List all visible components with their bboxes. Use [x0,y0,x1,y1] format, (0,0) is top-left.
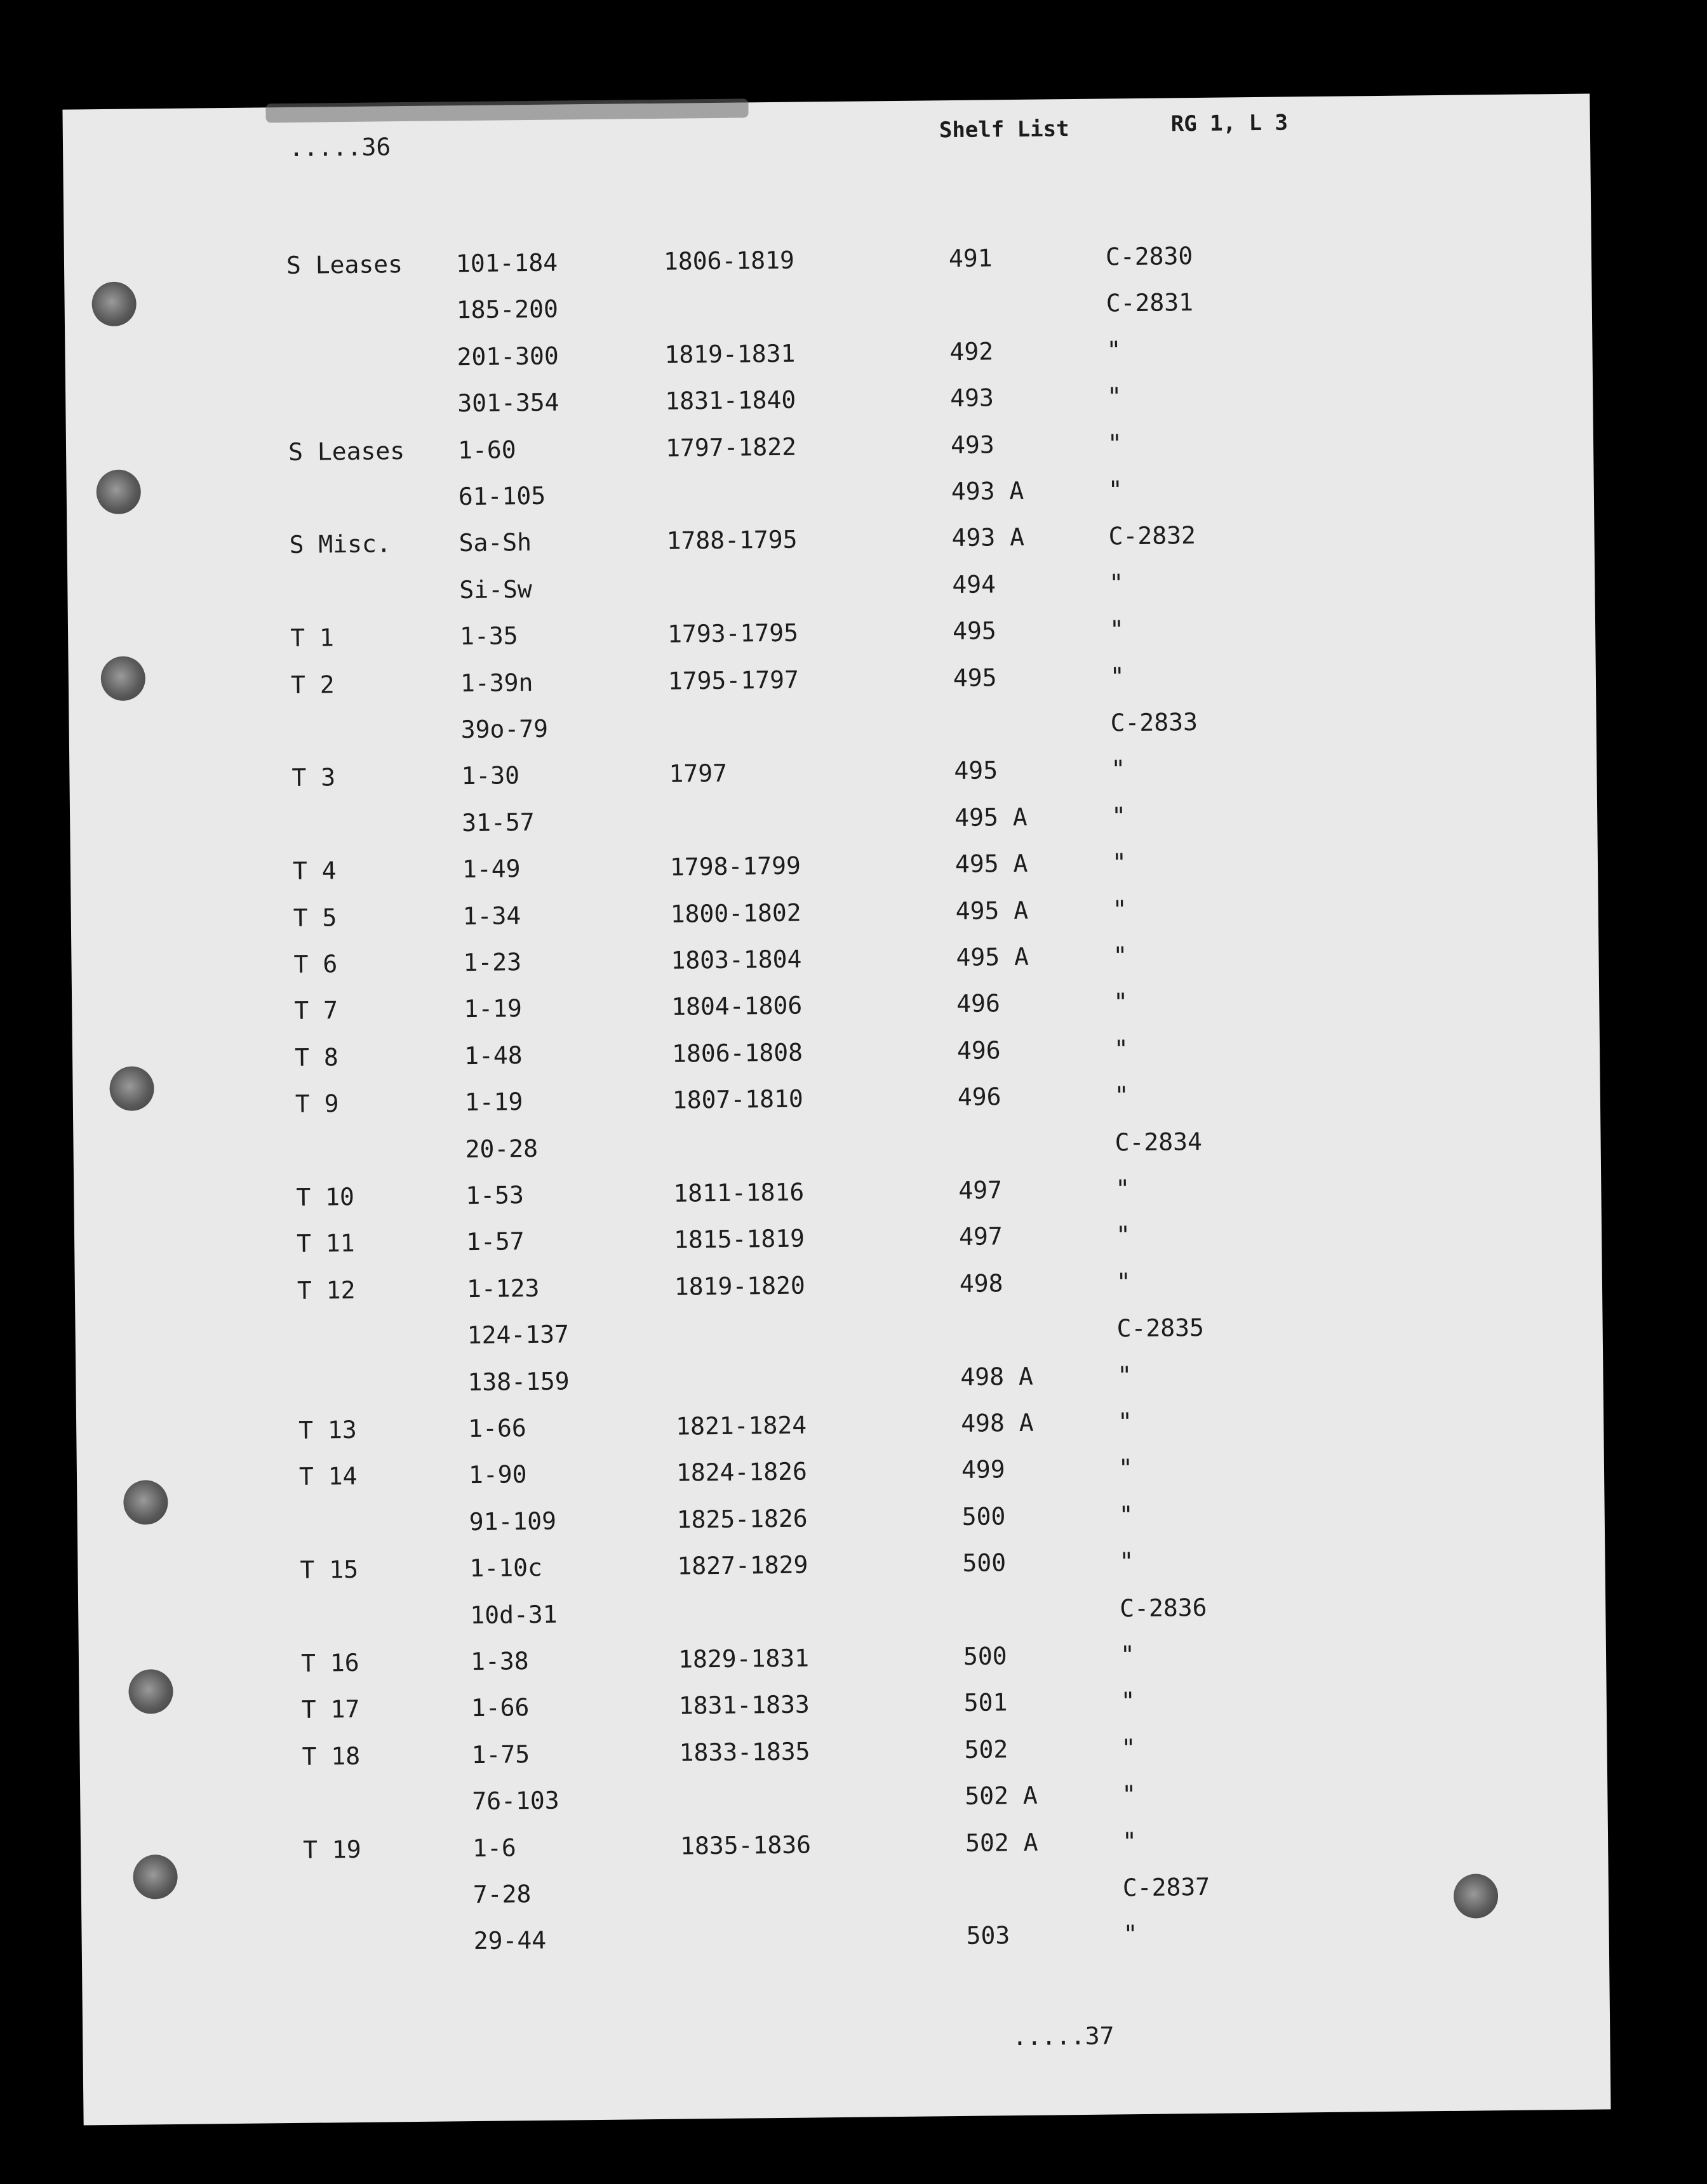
series-cell: T 10 [296,1182,355,1211]
container-code-cell: " [1117,1361,1132,1390]
box-number-cell: 499 [961,1455,1005,1484]
container-code-cell: " [1115,1221,1131,1249]
item-range-cell: 1-60 [457,436,516,465]
previous-page-reference: .....36 [288,133,391,162]
date-range-cell: 1831-1833 [678,1690,810,1720]
item-range-cell: 1-19 [464,1088,523,1117]
container-code-cell: " [1109,662,1125,691]
item-range-cell: 1-30 [461,761,520,790]
item-range-cell: 1-49 [462,855,521,884]
container-code-cell: " [1111,755,1126,783]
item-range-cell: 31-57 [462,808,535,837]
item-range-cell: 1-90 [468,1460,527,1489]
series-cell: T 6 [293,950,338,978]
container-code-cell: C-2835 [1116,1313,1205,1343]
item-range-cell: 101-184 [455,248,558,278]
series-cell: T 9 [295,1089,339,1118]
box-number-cell: 497 [958,1222,1003,1251]
box-number-cell: 498 A [960,1362,1034,1391]
container-code-cell: " [1107,429,1123,458]
item-range-cell: 138-159 [467,1367,570,1397]
container-code-cell: " [1118,1501,1134,1529]
box-number-cell: 493 [950,383,994,413]
date-range-cell: 1815-1819 [673,1224,805,1254]
item-range-cell: 7-28 [472,1880,532,1909]
date-range-cell: 1807-1810 [672,1084,803,1114]
box-number-cell: 498 A [960,1408,1034,1437]
box-number-cell: 500 [963,1642,1007,1670]
item-range-cell: 20-28 [465,1134,539,1164]
box-number-cell: 492 [949,337,994,366]
punch-hole-1 [91,281,137,326]
date-range-cell: 1806-1808 [671,1038,803,1068]
date-range-cell: 1793-1795 [667,618,799,648]
container-code-cell: " [1111,802,1127,830]
series-cell: T 18 [302,1741,361,1771]
item-range-cell: 1-34 [462,902,521,931]
date-range-cell: 1819-1831 [664,339,796,369]
series-cell: T 14 [298,1462,358,1491]
date-range-cell: 1831-1840 [665,385,796,415]
date-range-cell: 1800-1802 [670,898,801,928]
record-group-label: RG 1, L 3 [1170,110,1289,137]
page-title: Shelf List [939,116,1069,143]
item-range-cell: 39o-79 [460,714,549,744]
container-code-cell: C-2831 [1106,288,1194,317]
box-number-cell: 496 [957,1082,1001,1112]
series-cell: T 19 [302,1835,361,1864]
box-number-cell: 501 [963,1688,1008,1717]
container-code-cell: " [1117,1408,1133,1436]
series-cell: T 12 [297,1275,356,1305]
box-number-cell: 496 [956,989,1001,1018]
item-range-cell: 1-10c [469,1553,543,1583]
box-number-cell: 496 [956,1036,1001,1065]
series-cell: T 11 [296,1228,355,1258]
date-range-cell: 1833-1835 [679,1737,810,1767]
date-range-cell: 1825-1826 [676,1504,808,1534]
date-range-cell: 1797-1822 [665,432,797,462]
punch-hole-8 [1454,1874,1499,1919]
date-range-cell: 1795-1797 [667,665,800,695]
punch-hole-6 [128,1669,173,1714]
series-cell: T 2 [290,670,335,699]
box-number-cell: 495 A [954,849,1028,879]
series-cell: T 4 [292,856,337,885]
date-range-cell: 1803-1804 [671,945,802,975]
punch-hole-7 [133,1854,178,1900]
date-range-cell: 1821-1824 [675,1411,807,1441]
date-range-cell: 1804-1806 [671,991,803,1021]
box-number-cell: 493 A [951,476,1024,506]
container-code-cell: C-2834 [1115,1127,1203,1157]
container-code-cell: C-2830 [1105,242,1193,271]
item-range-cell: 91-109 [469,1507,557,1536]
item-range-cell: 1-123 [466,1274,540,1303]
box-number-cell: 495 A [955,896,1029,926]
date-range-cell: 1827-1829 [677,1550,808,1580]
container-code-cell: " [1111,848,1127,877]
item-range-cell: 1-57 [465,1227,525,1256]
document-page [62,93,1610,2125]
container-code-cell: " [1120,1687,1135,1715]
box-number-cell: 495 A [954,802,1028,832]
box-number-cell: 500 [962,1548,1007,1577]
punch-hole-4 [109,1066,154,1111]
box-number-cell: 495 [954,756,998,785]
box-number-cell: 491 [948,244,993,273]
item-range-cell: 1-6 [472,1834,517,1863]
series-cell: T 3 [291,763,336,792]
series-cell: T 7 [294,996,338,1025]
container-code-cell: C-2837 [1122,1872,1210,1902]
item-range-cell: 1-48 [464,1041,523,1070]
box-number-cell: 497 [958,1176,1003,1204]
punch-hole-3 [100,656,145,701]
item-range-cell: 1-53 [465,1181,525,1210]
item-range-cell: 185-200 [456,295,559,324]
container-code-cell: " [1120,1641,1135,1669]
container-code-cell: " [1113,942,1128,970]
container-code-cell: " [1109,569,1124,597]
item-range-cell: 10d-31 [470,1600,558,1630]
box-number-cell: 498 [959,1269,1003,1298]
container-code-cell: " [1121,1734,1136,1762]
box-number-cell: 503 [966,1921,1010,1950]
item-range-cell: 1-39n [460,668,533,698]
item-range-cell: 1-75 [471,1740,530,1769]
container-code-cell: " [1116,1268,1131,1296]
container-code-cell: " [1107,382,1122,411]
item-range-cell: 76-103 [472,1786,559,1816]
container-code-cell: C-2836 [1120,1593,1207,1623]
date-range-cell: 1811-1816 [673,1178,805,1208]
container-code-cell: " [1113,1035,1129,1063]
container-code-cell: " [1113,988,1128,1016]
container-code-cell: " [1119,1547,1134,1576]
punch-hole-2 [96,469,141,514]
series-cell: T 15 [300,1555,359,1584]
box-number-cell: 495 [953,663,997,693]
series-cell: S Leases [288,437,405,466]
container-code-cell: " [1112,895,1127,924]
series-cell: T 13 [298,1415,357,1444]
date-range-cell: 1829-1831 [678,1644,810,1674]
date-range-cell: 1835-1836 [679,1830,812,1860]
series-cell: T 1 [290,623,335,652]
series-cell: S Misc. [289,529,392,559]
item-range-cell: 1-19 [464,994,523,1023]
item-range-cell: 61-105 [458,481,546,511]
container-code-cell: C-2832 [1108,521,1196,550]
date-range-cell: 1806-1819 [663,246,795,276]
item-range-cell: 1-38 [470,1647,529,1676]
container-code-cell: " [1106,336,1121,364]
container-code-cell: " [1108,476,1123,504]
series-cell: T 5 [293,903,337,932]
box-number-cell: 502 [964,1735,1008,1764]
date-range-cell: 1797 [669,759,728,788]
item-range-cell: 1-66 [471,1693,530,1722]
item-range-cell: 1-23 [463,948,522,977]
date-range-cell: 1798-1799 [669,851,801,881]
item-range-cell: Si-Sw [459,575,533,604]
series-cell: T 17 [301,1695,360,1724]
item-range-cell: 29-44 [473,1926,547,1955]
box-number-cell: 493 A [951,523,1025,552]
box-number-cell: 500 [961,1502,1006,1531]
date-range-cell: 1788-1795 [666,525,798,555]
box-number-cell: 495 A [956,942,1029,972]
item-range-cell: 1-35 [459,622,518,651]
container-code-cell: " [1121,1780,1137,1809]
date-range-cell: 1819-1820 [674,1271,806,1301]
box-number-cell: 502 A [965,1781,1038,1810]
item-range-cell: 124-137 [467,1320,570,1350]
container-code-cell: C-2833 [1110,708,1198,737]
series-cell: T 8 [294,1043,338,1072]
item-range-cell: 201-300 [457,342,559,371]
series-cell: T 16 [300,1648,359,1677]
punch-hole-5 [123,1480,168,1525]
container-code-cell: " [1114,1081,1129,1110]
container-code-cell: " [1118,1454,1134,1482]
container-code-cell: " [1115,1175,1130,1203]
container-code-cell: " [1109,615,1125,644]
box-number-cell: 502 A [965,1828,1038,1857]
box-number-cell: 494 [952,570,996,599]
item-range-cell: 1-66 [468,1414,526,1443]
box-number-cell: 495 [952,616,996,646]
container-code-cell: " [1123,1920,1138,1948]
container-code-cell: " [1121,1827,1137,1856]
date-range-cell: 1824-1826 [676,1457,808,1487]
next-page-reference: .....37 [1012,2021,1115,2051]
item-range-cell: 301-354 [457,388,559,418]
item-range-cell: Sa-Sh [459,528,532,557]
box-number-cell: 493 [950,430,994,460]
series-cell: S Leases [286,250,403,279]
